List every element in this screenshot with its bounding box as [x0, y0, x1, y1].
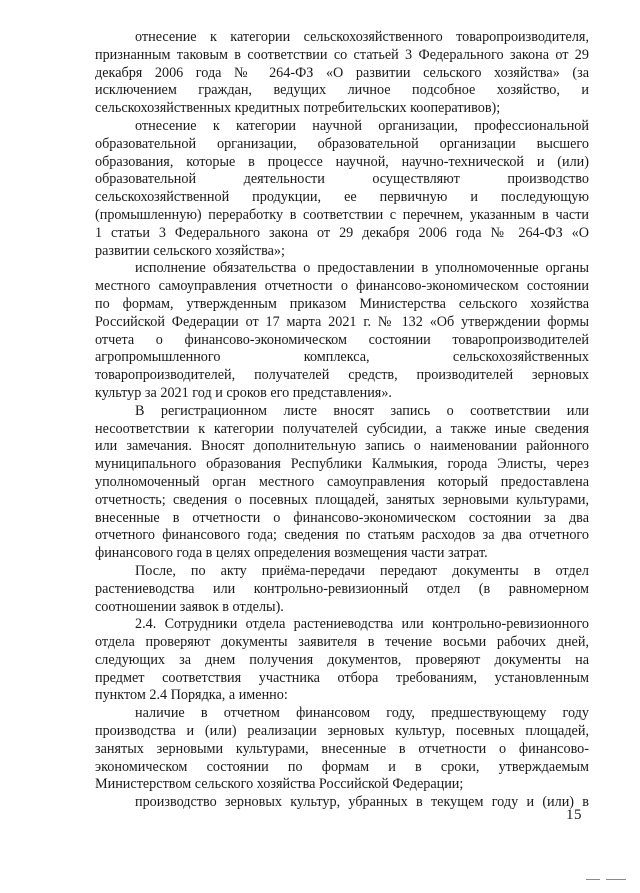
- text-line: Министерством сельского хозяйства Российской Федерации;: [95, 776, 464, 793]
- text-line: сельскохозяйственной продукции, ее первичную и последующую: [95, 189, 589, 206]
- text-line: предмет соответствия участника отбора требованиям, установленным: [95, 669, 589, 686]
- text-line: В регистрационном листе вносят запись о соответствии или: [135, 402, 589, 419]
- text-line: соотношении заявок в отделы).: [95, 598, 284, 615]
- text-line: уполномоченный орган местного самоуправления который предоставлена: [95, 473, 589, 490]
- text-line: наличие в отчетном финансовом году, предшествующему году: [135, 705, 589, 722]
- text-line: или замечания. Вносят дополнительную запись о наименовании районного: [95, 438, 589, 455]
- text-line: 2.4. Сотрудники отдела растениеводства или контрольно-ревизионного: [135, 616, 589, 633]
- text-line: отнесение к категории научной организации, профессиональной: [135, 117, 589, 134]
- text-line: внесенные в отчетности о финансово-экономическом состоянии за два: [95, 509, 589, 526]
- scan-artifact-mark: [606, 879, 626, 880]
- text-line: отнесение к категории сельскохозяйственного товаропроизводителя,: [135, 29, 589, 45]
- text-line: После, по акту приёма-передачи передают документы в отдел: [135, 562, 589, 579]
- text-line: экономическом состоянии по формам и в сроки, утверждаемым: [95, 758, 589, 775]
- text-line: исполнение обязательства о предоставлении в уполномоченные органы: [135, 260, 589, 277]
- text-line: декабря 2006 года № 264-ФЗ «О развитии сельского хозяйства» (за: [95, 64, 589, 81]
- text-line: отдела проверяют документы заявителя в течение восьми рабочих дней,: [95, 634, 589, 651]
- text-line: 1 статьи 3 Федерального закона от 29 декабря 2006 года № 264-ФЗ «О: [95, 224, 589, 241]
- text-line: товаропроизводителей, получателей средств, производителей зерновых: [95, 367, 589, 384]
- text-line: отчетность; сведения о посевных площадей, занятых зерновыми культурами,: [95, 491, 589, 508]
- text-line: (промышленную) переработку в соответствии с перечнем, указанным в части: [95, 206, 589, 223]
- text-line: производства и (или) реализации зерновых культур, посевных площадей,: [95, 723, 589, 740]
- text-line: следующих за днем получения документов, проверяют документы на: [95, 651, 589, 668]
- text-line: Российской Федерации от 17 марта 2021 г. № 132 «Об утверждении формы: [95, 313, 589, 330]
- text-line: агропромышленного комплекса, сельскохозяйственных: [95, 349, 589, 366]
- text-line: по формам, утвержденным приказом Министерства сельского хозяйства: [95, 295, 589, 312]
- text-line: образовательной деятельности осуществляют производство: [95, 171, 589, 188]
- text-line: отчетного финансового года; сведения по статьям расходов за два отчетного: [95, 527, 589, 544]
- text-line: исключением граждан, ведущих личное подсобное хозяйство, и: [95, 82, 589, 99]
- text-line: несоответствии к категории получателей субсидии, а также иные сведения: [95, 420, 589, 437]
- text-line: отчета о финансово-экономическом состоянии товаропроизводителей: [95, 331, 589, 348]
- document-body: [95, 29, 589, 812]
- text-line: сельскохозяйственных кредитных потребительских кооперативов);: [95, 100, 501, 117]
- text-line: растениеводства или контрольно-ревизионный отдел (в равномерном: [95, 580, 589, 597]
- text-line: финансового года в целях определения возмещения части затрат.: [95, 545, 488, 562]
- text-line: пунктом 2.4 Порядка, а именно:: [95, 687, 288, 704]
- text-line: производство зерновых культур, убранных в текущем году и (или) в: [135, 794, 589, 811]
- text-line: местного самоуправления отчетности о финансово-экономическом состоянии: [95, 278, 589, 295]
- text-line: культур за 2021 год и сроков его представления».: [95, 384, 392, 401]
- text-line: образовательной организации, образовательной организации высшего: [95, 135, 589, 152]
- page-number: 15: [566, 807, 582, 823]
- text-line: признанным таковым в соответствии со статьей 3 Федерального закона от 29: [95, 46, 589, 63]
- text-line: развитии сельского хозяйства»;: [95, 242, 285, 259]
- text-line: муниципального образования Республики Калмыкия, города Элисты, через: [95, 456, 589, 473]
- scan-artifact-mark: [586, 879, 600, 880]
- text-line: образования, которые в процессе научной, научно-технической и (или): [95, 153, 589, 170]
- text-line: занятых зерновыми культурами, внесенные в отчетности о финансово-: [95, 740, 589, 757]
